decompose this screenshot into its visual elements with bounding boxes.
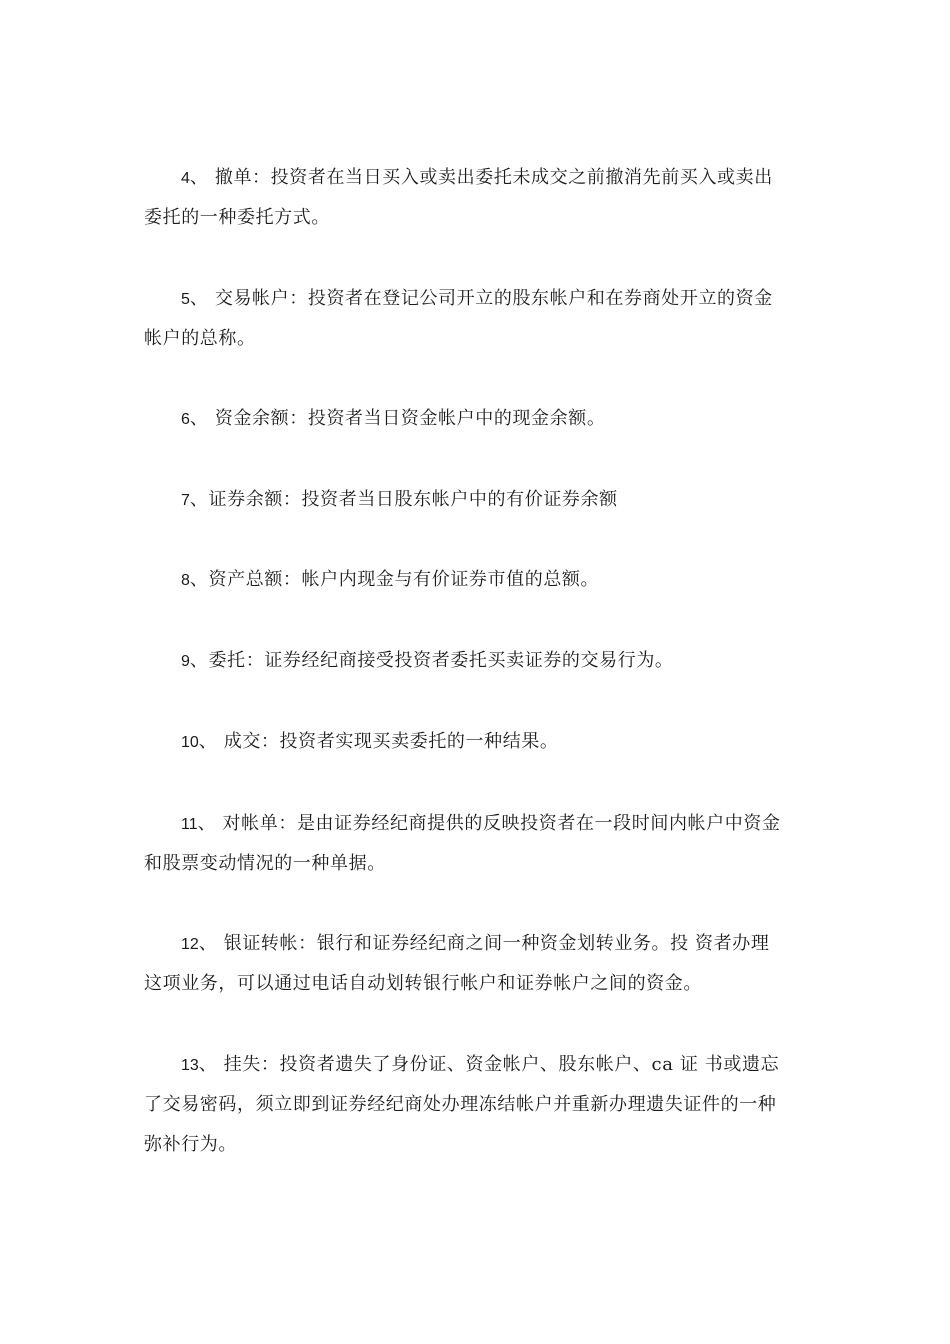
item-first-line xyxy=(144,279,809,319)
item-first-line xyxy=(144,804,809,844)
list-item xyxy=(144,480,809,520)
item-separator: 、 xyxy=(189,489,209,510)
item-first-line xyxy=(144,722,809,762)
item-first-line xyxy=(144,560,809,600)
item-number: 10 xyxy=(181,734,199,751)
item-text: 撤单：投资者在当日买入或卖出委托未成交之前撤消先前买入或卖出 xyxy=(214,167,773,188)
item-number: 9 xyxy=(181,653,190,670)
list-item xyxy=(144,560,809,600)
item-text: 资产总额：帐户内现金与有价证券市值的总额。 xyxy=(208,569,600,590)
item-number: 11 xyxy=(181,816,198,833)
item-separator: 、 xyxy=(189,650,209,671)
list-item xyxy=(144,722,809,762)
item-first-line xyxy=(144,924,809,964)
item-continuation-line: 了交易密码，须立即到证券经纪商处办理冻结帐户并重新办理遗失证件的一种 xyxy=(144,1094,777,1115)
item-first-line xyxy=(144,399,809,439)
item-text: 成交：投资者实现买卖委托的一种结果。 xyxy=(223,731,559,752)
list-item xyxy=(144,1045,809,1165)
item-number: 12 xyxy=(181,936,199,953)
list-item xyxy=(144,279,809,359)
item-number: 5 xyxy=(181,291,190,308)
item-separator: 、 xyxy=(189,167,209,188)
item-number: 7 xyxy=(181,492,190,509)
item-number: 8 xyxy=(181,572,190,589)
item-first-line xyxy=(144,641,809,681)
item-first-line xyxy=(144,480,809,520)
list-item xyxy=(144,158,809,238)
item-separator: 、 xyxy=(198,933,218,954)
item-continuation-line: 和股票变动情况的一种单据。 xyxy=(144,853,386,874)
item-text: 委托：证券经纪商接受投资者委托买卖证券的交易行为。 xyxy=(208,650,674,671)
item-number: 13 xyxy=(181,1057,199,1074)
item-text: 交易帐户：投资者在登记公司开立的股东帐户和在券商处开立的资金 xyxy=(214,288,773,309)
item-separator: 、 xyxy=(198,731,218,752)
item-text: 证券余额：投资者当日股东帐户中的有价证券余额 xyxy=(208,489,618,510)
item-number: 4 xyxy=(181,170,190,187)
item-separator: 、 xyxy=(189,288,209,309)
item-separator: 、 xyxy=(198,1054,218,1075)
item-text: 银证转帐：银行和证券经纪商之间一种资金划转业务。投 资者办理 xyxy=(223,933,770,954)
item-continuation-line: 委托的一种委托方式。 xyxy=(144,207,330,228)
item-number: 6 xyxy=(181,411,190,428)
item-separator: 、 xyxy=(189,569,209,590)
list-item xyxy=(144,641,809,681)
item-text: 对帐单：是由证券经纪商提供的反映投资者在一段时间内帐户中资金 xyxy=(222,813,781,834)
list-item xyxy=(144,924,809,1004)
item-first-line xyxy=(144,1045,809,1085)
item-continuation-line: 这项业务，可以通过电话自动划转银行帐户和证券帐户之间的资金。 xyxy=(144,973,702,994)
list-item xyxy=(144,399,809,439)
item-text: 资金余额：投资者当日资金帐户中的现金余额。 xyxy=(214,408,606,429)
item-continuation-line: 帐户的总称。 xyxy=(144,328,256,349)
item-separator: 、 xyxy=(189,408,209,429)
item-separator: 、 xyxy=(197,813,217,834)
item-first-line xyxy=(144,158,809,198)
item-text: 挂失：投资者遗失了身份证、资金帐户、股东帐户、ca 证 书或遗忘 xyxy=(223,1054,780,1075)
list-item xyxy=(144,804,809,884)
item-continuation-line: 弥补行为。 xyxy=(144,1134,237,1155)
